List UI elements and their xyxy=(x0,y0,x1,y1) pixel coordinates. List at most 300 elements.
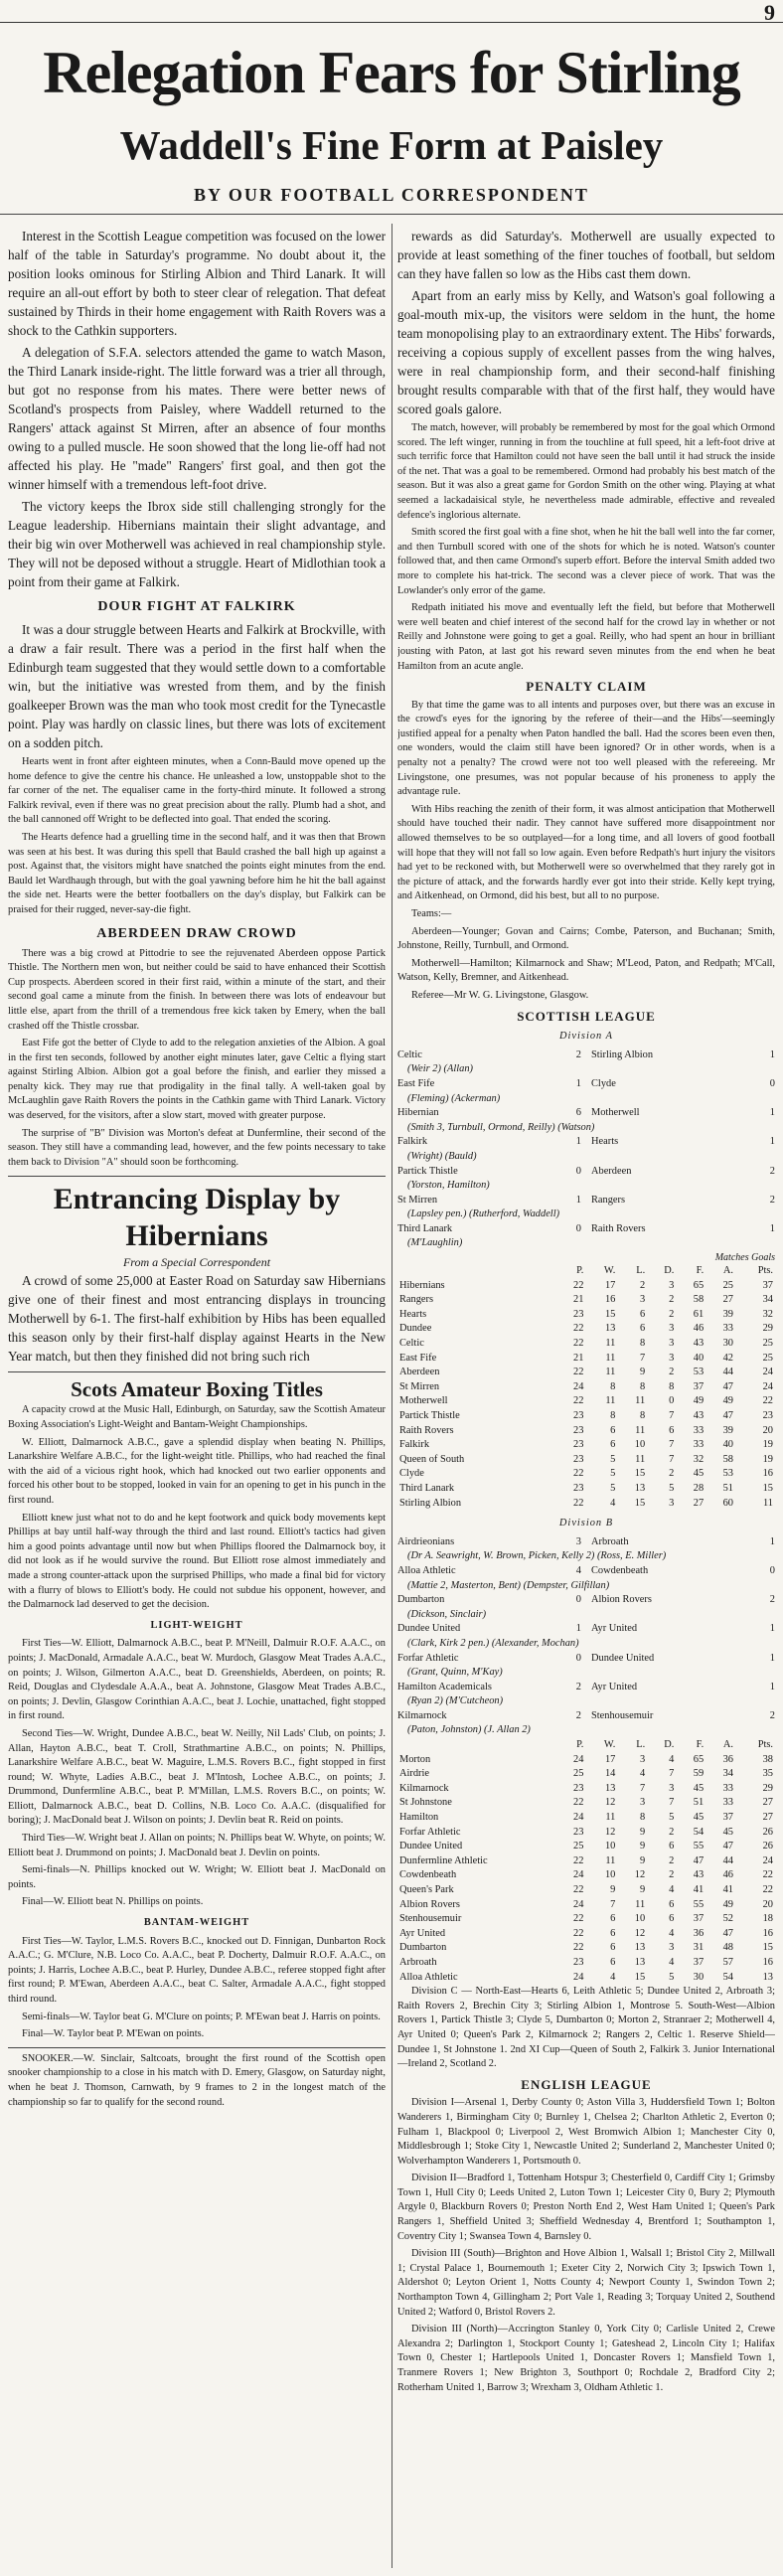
table-row xyxy=(397,1482,775,1497)
result-away: Motherwell xyxy=(591,1107,640,1119)
table-header-cell: A. xyxy=(722,1739,733,1751)
table-cell: 29 xyxy=(762,1323,773,1335)
table-cell: 24 xyxy=(762,1854,773,1866)
table-cell: 45 xyxy=(693,1812,705,1824)
result-as: 1 xyxy=(769,1048,775,1060)
table-cell: 45 xyxy=(693,1782,705,1794)
section-rule xyxy=(8,2047,386,2048)
table-cell: 58 xyxy=(693,1294,705,1306)
result-scorers: (Yorston, Hamilton) xyxy=(407,1180,490,1192)
table-cell: 6 xyxy=(610,1424,616,1436)
penalty-paragraph: Teams:— xyxy=(411,908,452,919)
falkirk-small-paragraph: Hearts went in front after eighteen minutes, when a Conn-Bauld move opened up the home defence to give the centre his chance. He unleashed a low, unstoppable shot to the far corner of the net. The equaliser came in the forty-third minute. It followed a strong Falkirk revival, even if there was no great precision about the rally. Plumb had a shot, and the ball cannoned off Wright to be deflected into goal. That ended the scoring. xyxy=(8,756,386,826)
table-cell: 13 xyxy=(604,1323,616,1335)
table-cell: 11 xyxy=(635,1395,646,1407)
result-row xyxy=(397,1135,775,1150)
result-scorers: (Grant, Quinn, M'Kay) xyxy=(407,1667,503,1679)
table-cell: 11 xyxy=(635,1424,646,1436)
result-scorers: (Weir 2) (Allan) xyxy=(407,1063,473,1075)
table-cell: 9 xyxy=(639,1841,646,1852)
hibs-byline: From a Special Correspondent xyxy=(122,1255,271,1270)
result-away: Ayr United xyxy=(591,1623,638,1635)
team-name: Falkirk xyxy=(399,1439,430,1451)
table-cell: 6 xyxy=(669,1841,675,1852)
table-cell: 23 xyxy=(573,1410,584,1421)
result-row xyxy=(397,1222,775,1237)
main-story-paragraph: Interest in the Scottish League competition was focused on the lower half of the table in Saturday's programme. No doubt about it, the position looks ominous for Stirling Albion and Third Lanark. It will require an all-out effort by both to steer clear of relegation. That defeat sustained by Thirds in their home engagement with Raith Rovers was a shock to the Cathkin supporters. xyxy=(8,229,386,338)
table-cell: 30 xyxy=(722,1338,733,1350)
table-header-row xyxy=(397,1738,775,1753)
table-cell: 5 xyxy=(669,1971,675,1983)
table-header-cell: L. xyxy=(636,1265,646,1277)
table-header-cell: L. xyxy=(636,1739,646,1751)
result-home: Third Lanark xyxy=(397,1222,453,1234)
page-number: 9 xyxy=(764,0,775,25)
table-cell: 20 xyxy=(762,1898,773,1910)
table-cell: 13 xyxy=(634,1482,646,1494)
table-cell: 4 xyxy=(669,1956,675,1968)
lightweight-result: Third Ties—W. Wright beat J. Allan on points; N. Phillips beat W. Whyte, on points; W. Elliott beat J. Drummond on points; J. MacDonald beat J. Devlin on points. xyxy=(8,1833,386,1858)
table-cell: 8 xyxy=(639,1338,646,1350)
result-away: Raith Rovers xyxy=(591,1222,646,1234)
result-scorers: (Paton, Johnston) (J. Allan 2) xyxy=(407,1724,531,1736)
table-cell: 25 xyxy=(573,1768,584,1780)
table-cell: 6 xyxy=(610,1927,616,1939)
table-cell: 3 xyxy=(669,1352,675,1364)
table-cell: 6 xyxy=(639,1323,646,1335)
byline-rule xyxy=(0,214,783,215)
team-name: Ayr United xyxy=(399,1927,446,1939)
result-scorers: (Fleming) (Ackerman) xyxy=(407,1092,501,1104)
table-cell: 45 xyxy=(722,1826,733,1838)
result-away: Ayr United xyxy=(591,1681,638,1692)
result-away: Clyde xyxy=(591,1077,616,1089)
team-name: Partick Thistle xyxy=(399,1410,460,1421)
table-cell: 5 xyxy=(610,1482,616,1494)
hibs-paragraph: A crowd of some 25,000 at Easter Road on Saturday saw Hibernians give one of their finest and most entrancing displays in trouncing Motherwell by 6-1. The first-half exhibition by Hibs has been equalled this season only by their first-half display against Hearts in the New Year match, but then they finished did not bring such rich xyxy=(8,1273,386,1365)
lightweight-result: First Ties—W. Elliott, Dalmarnock A.B.C., beat P. M'Neill, Dalmuir R.O.F. A.A.C., on points; J. MacDonald, Armadale A.A.C., beat W. Murdoch, Glasgow Meat Trades A.A.C., on points; J. Wilson, Gilmerton A.A.C., beat D. Greenshields, Aberdeen, on points; R. Reid, Douglas and Clydesdale A.A.A., beat A. Johnstone, Glasgow Meat Trades A.B.C., on points; J. Devlin, Glasgow Corinthian A.A.C., beat J. Lochie, unattached, fight stopped in first round. xyxy=(8,1638,386,1722)
result-row xyxy=(397,1622,775,1637)
lightweight-result: Second Ties—W. Wright, Dundee A.B.C., beat W. Neilly, Nil Lads' Club, on points; J. Allan, Hayton A.B.C., beat T. Croll, Strathmartine A.B.C., on points; N. Phillips, Lanarkshire Welfare A.B.C., beat W. Maguire, L.M.S. Rovers B.C., fight stopped in first round; W. Whyte, Ladies A.B.C., beat J. M'Intosh, Lochee A.B.C., on points; J. Drummond, Dunfermline A.B.C., beat P. M'Millan, L.M.S. Rovers B.C., on points; W. Elliott, Dalmarnock A.B.C., beat D. Collins, N.B. Loco Co. A.A.C. (disqualified for boring); J. MacDonald beat J. Wilson on points; J. Devlin beat R. Reid on points. xyxy=(8,1727,386,1827)
table-cell: 32 xyxy=(762,1308,773,1320)
table-cell: 6 xyxy=(610,1439,616,1451)
table-cell: 33 xyxy=(693,1424,705,1436)
table-cell: 7 xyxy=(639,1352,646,1364)
table-cell: 3 xyxy=(669,1497,675,1509)
section-rule xyxy=(8,1371,386,1372)
table-row xyxy=(397,1497,775,1512)
table-cell: 34 xyxy=(762,1294,773,1306)
team-name: Albion Rovers xyxy=(399,1898,460,1910)
falkirk-heading: DOUR FIGHT AT FALKIRK xyxy=(97,599,296,614)
result-scorers: (Smith 3, Turnbull, Ormond, Reilly) (Watson) xyxy=(407,1121,595,1133)
table-cell: 13 xyxy=(634,1956,646,1968)
table-cell: 4 xyxy=(669,1884,675,1895)
table-cell: 24 xyxy=(573,1971,584,1983)
main-story-paragraph: A delegation of S.F.A. selectors attended the game to watch Mason, the Third Lanark inside-right. The little forward was a trier all through, but got no response from his mates. There were better news of Scotland's prospects from Paisley, where Waddell returned to the Rangers' attack against St Mirren, after an absence of four months owing to a pulled muscle. He soon showed that the long lie-off had not affected his play. He "made" Rangers' first goal, and then got the winner himself with a tremendous left-foot drive. xyxy=(8,345,386,492)
result-as: 2 xyxy=(769,1594,775,1606)
result-home: Airdrieonians xyxy=(397,1535,455,1547)
table-cell: 13 xyxy=(762,1971,773,1983)
table-cell: 11 xyxy=(635,1898,646,1910)
result-home: Kilmarnock xyxy=(397,1709,447,1721)
result-hs: 1 xyxy=(575,1623,581,1635)
team-name: Motherwell xyxy=(399,1395,448,1407)
table-cell: 6 xyxy=(610,1942,616,1954)
table-cell: 3 xyxy=(669,1782,675,1794)
team-name: Kilmarnock xyxy=(399,1782,449,1794)
table-header-cell: Pts. xyxy=(757,1739,773,1751)
falkirk-small-paragraph: The Hearts defence had a gruelling time in the second half, and it was then that Brown was seen at his best. It was during this spell that Bauld crashed the ball high up against a post. Against that, the visitors might have snatched the points eight minutes from the end. Bauld let Wardhaugh through, but with the goal yawning before him he hit the ball against the side net. Hearts were the better footballers on the day's display, but Falkirk can be praised for their rugged, never-say-die fight. xyxy=(8,831,386,915)
table-cell: 2 xyxy=(669,1869,675,1881)
division-b-table xyxy=(397,1738,775,1985)
table-cell: 43 xyxy=(693,1410,705,1421)
result-scorers: (Ryan 2) (M'Cutcheon) xyxy=(407,1695,504,1707)
table-cell: 44 xyxy=(722,1367,733,1378)
table-cell: 38 xyxy=(762,1753,773,1765)
table-cell: 10 xyxy=(604,1841,616,1852)
table-cell: 16 xyxy=(762,1956,773,1968)
table-cell: 22 xyxy=(573,1854,584,1866)
hibs-cont-small: Smith scored the first goal with a fine shot, when he hit the ball well into the far corner, and then Turnbull scored with one of the shots for which he is noted. Watson's counter followed that, and then came Ormond's superb effort. Before the interval Smith added two more to complete his hat-trick. The second was a clever piece of work. That was the Lowlander's only error of the game. xyxy=(397,527,775,596)
result-as: 0 xyxy=(769,1077,775,1089)
table-row xyxy=(397,1753,775,1768)
snooker-paragraph: SNOOKER.—W. Sinclair, Saltcoats, brought the first round of the Scottish open snooker championship to a close in his match with D. Emery, Glasgow, on Saturday night, when he beat J. Thomson, Carnwath, by 9 frames to 2 in the longest match of the championship so far to qualify for the second round. xyxy=(8,2052,386,2108)
result-home: Alloa Athletic xyxy=(397,1564,456,1576)
result-as: 0 xyxy=(769,1564,775,1576)
boxing-paragraph: A capacity crowd at the Music Hall, Edinburgh, on Saturday, saw the Scottish Amateur Boxing Association's Light-Weight and Bantam-Weight Championships. xyxy=(8,1404,386,1431)
table-header-cell: W. xyxy=(603,1265,616,1277)
table-row xyxy=(397,1826,775,1841)
table-cell: 2 xyxy=(639,1279,646,1291)
table-cell: 6 xyxy=(669,1424,675,1436)
table-cell: 24 xyxy=(573,1380,584,1392)
main-story-paragraph: The victory keeps the Ibrox side still challenging strongly for the League leadership. Hibernians maintain their slight advantage, and their big win over Motherwell was achieved in real championship style. They will not be deposed without a struggle. Heart of Midlothian took a point from their game at Falkirk. xyxy=(8,499,386,589)
table-cell: 49 xyxy=(722,1898,733,1910)
result-row xyxy=(397,1593,775,1608)
table-cell: 24 xyxy=(573,1898,584,1910)
team-name: Arbroath xyxy=(399,1956,437,1968)
table-cell: 35 xyxy=(762,1768,773,1780)
table-cell: 7 xyxy=(669,1439,675,1451)
table-cell: 11 xyxy=(635,1453,646,1465)
team-name: Hibernians xyxy=(399,1279,445,1291)
table-cell: 65 xyxy=(693,1753,705,1765)
team-name: Hearts xyxy=(399,1308,427,1320)
table-cell: 3 xyxy=(639,1797,646,1809)
table-cell: 14 xyxy=(604,1768,616,1780)
result-hs: 2 xyxy=(575,1681,581,1692)
table-row xyxy=(397,1868,775,1883)
table-header-cell: D. xyxy=(664,1265,675,1277)
table-cell: 22 xyxy=(573,1942,584,1954)
table-cell: 28 xyxy=(693,1482,705,1494)
table-cell: 15 xyxy=(634,1468,646,1480)
table-cell: 11 xyxy=(605,1352,616,1364)
result-home: Dumbarton xyxy=(397,1594,445,1606)
left-column xyxy=(8,227,386,2568)
table-row xyxy=(397,1956,775,1971)
result-row xyxy=(397,1681,775,1695)
penalty-paragraph: Referee—Mr W. G. Livingstone, Glasgow. xyxy=(411,989,589,1001)
table-cell: 11 xyxy=(605,1338,616,1350)
table-cell: 37 xyxy=(722,1812,733,1824)
table-cell: 43 xyxy=(693,1338,705,1350)
lightweight-result: Final—W. Elliott beat N. Phillips on points. xyxy=(22,1896,204,1908)
table-cell: 6 xyxy=(610,1913,616,1925)
table-row xyxy=(397,1453,775,1468)
division-b-heading: Division B xyxy=(558,1518,614,1530)
table-row xyxy=(397,1796,775,1811)
table-cell: 16 xyxy=(762,1468,773,1480)
result-hs: 0 xyxy=(575,1165,581,1177)
team-name: Hamilton xyxy=(399,1812,439,1824)
table-cell: 48 xyxy=(722,1942,733,1954)
table-cell: 65 xyxy=(693,1279,705,1291)
division-a-results xyxy=(397,1048,775,1251)
table-cell: 13 xyxy=(604,1782,616,1794)
table-cell: 9 xyxy=(610,1884,616,1895)
table-cell: 23 xyxy=(573,1424,584,1436)
table-cell: 6 xyxy=(639,1308,646,1320)
table-cell: 7 xyxy=(669,1797,675,1809)
table-cell: 49 xyxy=(722,1395,733,1407)
table-row xyxy=(397,1912,775,1927)
table-cell: 22 xyxy=(573,1884,584,1895)
table-cell: 5 xyxy=(669,1812,675,1824)
team-name: Queen of South xyxy=(399,1453,465,1465)
table-row xyxy=(397,1854,775,1869)
result-as: 2 xyxy=(769,1165,775,1177)
table-cell: 22 xyxy=(573,1497,584,1509)
table-cell: 15 xyxy=(762,1482,773,1494)
result-as: 1 xyxy=(769,1222,775,1234)
team-name: Rangers xyxy=(399,1294,434,1306)
table-cell: 22 xyxy=(762,1884,773,1895)
table-caption: Matches Goals xyxy=(714,1252,775,1264)
result-home: Hamilton Academicals xyxy=(397,1681,492,1692)
table-cell: 22 xyxy=(573,1468,584,1480)
table-cell: 11 xyxy=(605,1367,616,1378)
result-away: Arbroath xyxy=(591,1535,629,1547)
table-cell: 4 xyxy=(610,1497,616,1509)
penalty-paragraph: With Hibs reaching the zenith of their form, it was almost anticipation that Motherwell should have touched their nadir. They cannot have suffered more disappointment nor allowed themselves to be so outplayed—for a long time, and all lovers of good football will hope that they will not fall so low again. Even before Redpath's hurt injury the visitors had yet to be reckoned with, but Motherwell were so overwhelmed that they rarely got in the picture of attack, and the forwards hardly ever got into their stride. Kelly kept trying, and Aitkenhead, on Ormond, did his best, but all to no purpose. xyxy=(397,803,775,902)
result-row xyxy=(397,1165,775,1180)
team-name: Stenhousemuir xyxy=(399,1913,462,1925)
table-cell: 49 xyxy=(693,1395,705,1407)
result-hs: 6 xyxy=(575,1107,581,1119)
table-cell: 37 xyxy=(693,1913,705,1925)
result-as: 1 xyxy=(769,1535,775,1547)
table-cell: 21 xyxy=(573,1294,584,1306)
table-cell: 11 xyxy=(605,1854,616,1866)
aberdeen-heading: ABERDEEN DRAW CROWD xyxy=(96,925,297,941)
table-cell: 7 xyxy=(669,1768,675,1780)
table-cell: 15 xyxy=(762,1942,773,1954)
result-home: Hibernian xyxy=(397,1107,439,1119)
division-b-results xyxy=(397,1535,775,1738)
result-hs: 0 xyxy=(575,1594,581,1606)
english-league-paragraph: Division III (South)—Brighton and Hove Albion 1, Walsall 1; Bristol City 2, Millwall 1; Crystal Palace 1, Bournemouth 1; Exeter City 2, Norwich City 3; Ipswich Town 1, Aldershot 0; Leyton Orient 1, Notts County 4; Newport County 1, Swindon Town 2; Northampton Town 4, Gillingham 2; Port Vale 1, Reading 3; Torquay United 2, Southend United 2; Watford 0, Bristol Rovers 2. xyxy=(397,2248,775,2318)
result-hs: 4 xyxy=(575,1564,581,1576)
table-cell: 17 xyxy=(604,1279,616,1291)
table-cell: 54 xyxy=(693,1826,705,1838)
table-cell: 22 xyxy=(573,1338,584,1350)
table-cell: 37 xyxy=(693,1380,705,1392)
hibs-cont-small: Redpath initiated his move and eventually left the field, but before that Motherwell were well beaten and chief interest of the second half for the crowd lay in whether or not Reilly and Johnstone were going to get a goal. Reilly, who had spent an hour in brilliant jousting with Paton, at last got his reward seven minutes from the end when he beat Hamilton from an acute angle. xyxy=(397,602,775,672)
result-row xyxy=(397,1194,775,1208)
table-cell: 10 xyxy=(604,1869,616,1881)
table-cell: 9 xyxy=(639,1854,646,1866)
team-name: Forfar Athletic xyxy=(399,1826,461,1838)
table-header-cell: F. xyxy=(696,1739,705,1751)
table-cell: 36 xyxy=(693,1927,705,1939)
table-row xyxy=(397,1293,775,1308)
table-header-row xyxy=(397,1264,775,1279)
result-hs: 1 xyxy=(575,1077,581,1089)
result-away: Dundee United xyxy=(591,1652,655,1664)
result-hs: 3 xyxy=(575,1535,581,1547)
table-cell: 2 xyxy=(669,1308,675,1320)
top-rule xyxy=(0,22,783,23)
team-name: Dunfermline Athletic xyxy=(399,1854,488,1866)
result-home: St Mirren xyxy=(397,1194,438,1206)
table-cell: 19 xyxy=(762,1453,773,1465)
table-cell: 53 xyxy=(722,1468,733,1480)
table-cell: 57 xyxy=(722,1956,733,1968)
table-cell: 40 xyxy=(693,1352,705,1364)
table-cell: 22 xyxy=(762,1395,773,1407)
table-cell: 23 xyxy=(573,1956,584,1968)
hibs-cont-paragraph: rewards as did Saturday's. Motherwell are usually expected to provide at least something of the finer touches of football, but seldom can they have fallen so low as the Hibs cast them down. xyxy=(397,229,775,281)
result-as: 1 xyxy=(769,1681,775,1692)
table-cell: 51 xyxy=(693,1797,705,1809)
result-row xyxy=(397,1652,775,1667)
aberdeen-paragraph: The surprise of "B" Division was Morton's defeat at Dunfermline, their second of the season. They still have a commanding lead, however, and the few points necessary to take them back to Division "A" should soon be forthcoming. xyxy=(8,1127,386,1168)
table-cell: 8 xyxy=(639,1410,646,1421)
table-cell: 32 xyxy=(693,1453,705,1465)
result-row xyxy=(397,1535,775,1550)
table-cell: 17 xyxy=(604,1753,616,1765)
result-home: East Fife xyxy=(397,1077,435,1089)
result-scorers: (Dr A. Seawright, W. Brown, Picken, Kelly 2) (Ross, E. Miller) xyxy=(407,1550,667,1562)
team-name: Dumbarton xyxy=(399,1942,447,1954)
table-cell: 8 xyxy=(669,1380,675,1392)
table-cell: 9 xyxy=(639,1884,646,1895)
table-row xyxy=(397,1279,775,1294)
table-cell: 61 xyxy=(693,1308,705,1320)
result-row xyxy=(397,1564,775,1579)
table-cell: 24 xyxy=(573,1812,584,1824)
page-headline: Relegation Fears for Stirling xyxy=(43,40,740,105)
table-cell: 41 xyxy=(693,1884,705,1895)
team-name: St Mirren xyxy=(399,1380,440,1392)
bantamweight-result: First Ties—W. Taylor, L.M.S. Rovers B.C., knocked out D. Finnigan, Dunbarton Rock A.A.C.; G. M'Clure, N.B. Loco Co. A.A.C., beat P. Docherty, Dalmuir R.O.F. A.A.C., on points; J. Harris, Lochee A.B.C., beat P. Hurley, Dundee A.B.C., referee stopped fight after first round; P. M'Ewan, Aberdeen A.A.C., beat C. Salter, Armadale A.A.C., fight stopped third round. xyxy=(8,1935,386,2005)
table-cell: 5 xyxy=(610,1468,616,1480)
table-cell: 7 xyxy=(610,1898,616,1910)
team-name: Queen's Park xyxy=(399,1884,454,1895)
bantamweight-heading: BANTAM-WEIGHT xyxy=(143,1917,250,1929)
table-cell: 46 xyxy=(693,1323,705,1335)
table-header-cell: P. xyxy=(576,1739,584,1751)
table-cell: 3 xyxy=(639,1753,646,1765)
table-cell: 43 xyxy=(693,1869,705,1881)
table-header-cell xyxy=(397,1264,556,1279)
table-cell: 39 xyxy=(722,1424,733,1436)
table-row xyxy=(397,1424,775,1439)
team-name: Dundee xyxy=(399,1323,432,1335)
table-cell: 10 xyxy=(634,1439,646,1451)
boxing-paragraph: W. Elliott, Dalmarnock A.B.C., gave a splendid display when beating N. Phillips, Lanarkshire Welfare A.B.C., for the light-weight title. Phillips, who had reached the final with the aid of a vicious right hook, which had knocked out two earlier opponents and forced his other bout to be stopped, looked in vain for an opening to get in his punch in the first round. xyxy=(8,1436,386,1506)
table-cell: 22 xyxy=(573,1279,584,1291)
table-cell: 44 xyxy=(722,1854,733,1866)
table-row xyxy=(397,1941,775,1956)
table-cell: 16 xyxy=(604,1294,616,1306)
bantamweight-result: Semi-finals—W. Taylor beat G. M'Clure on points; P. M'Ewan beat J. Harris on points. xyxy=(22,2011,381,2022)
table-cell: 55 xyxy=(693,1898,705,1910)
page-subheadline: Waddell's Fine Form at Paisley xyxy=(119,122,664,168)
table-cell: 3 xyxy=(639,1294,646,1306)
table-cell: 8 xyxy=(610,1410,616,1421)
table-row xyxy=(397,1467,775,1482)
table-cell: 26 xyxy=(762,1826,773,1838)
table-cell: 27 xyxy=(762,1812,773,1824)
result-away: Rangers xyxy=(591,1194,626,1206)
table-cell: 54 xyxy=(722,1971,733,1983)
team-name: Dundee United xyxy=(399,1841,463,1852)
english-league-heading: ENGLISH LEAGUE xyxy=(521,2076,652,2092)
result-as: 1 xyxy=(769,1623,775,1635)
table-row xyxy=(397,1883,775,1898)
table-cell: 36 xyxy=(722,1753,733,1765)
lightweight-result: Semi-finals—N. Phillips knocked out W. Wright; W. Elliott beat J. MacDonald on points. xyxy=(8,1864,386,1890)
division-c-text: Division C — North-East—Hearts 6, Leith Athletic 5; Dundee United 2, Arbroath 3; Raith Rovers 2, Brechin City 3; Stirling Albion 1, Montrose 5. South-West—Albion Rovers 1, Partick Thistle 3; Clyde 5, Dumbarton 0; Morton 2, Stranraer 2; Motherwell 4, Ayr United 0; Queen's Park 2, Kilmarnock 2; Rangers 2, Celtic 1. Reserve Shield—Dundee 1, St Johnstone 1. 2nd XI Cup—Queen of South 2, Falkirk 3. Junior International—Ireland 2, Scotland 2. xyxy=(397,1986,775,2070)
table-cell: 27 xyxy=(762,1797,773,1809)
table-cell: 6 xyxy=(610,1956,616,1968)
main-story xyxy=(8,227,386,591)
penalty-paragraph: By that time the game was to all intents and purposes over, but there was an excuse in the crowd's eyes for the ignoring by the referee of their—and the Hibs'—seemingly justified appeal for a penalty when Paton handled the ball. Had the scores been even then, one wonders, would the claim still have been ignored? Or in other words, when is a penalty not a penalty? The crowd were not too well pleased with the refereeing. Mr Livingstone, one presumes, was not popular because of his proneness to apply the advantage rule. xyxy=(397,699,775,798)
table-cell: 22 xyxy=(573,1927,584,1939)
table-cell: 58 xyxy=(722,1453,733,1465)
table-row xyxy=(397,1322,775,1337)
result-hs: 0 xyxy=(575,1222,581,1234)
table-cell: 10 xyxy=(634,1913,646,1925)
table-cell: 23 xyxy=(573,1439,584,1451)
table-header-cell: A. xyxy=(722,1265,733,1277)
team-name: Airdrie xyxy=(399,1768,430,1780)
hibs-cont-small: The match, however, will probably be remembered by most for the goal which Ormond scored. The left winger, running in from the touchline at full speed, hit a left-foot drive at such terrific force that Hamilton could not have seen the ball until it had struck the inside of the net. That was a goal to be remembered. Ormond had probably his best match of the season. But it was also a great game for Gordon Smith on the other wing. Playing at what seemed a lackadaisical style, he nevertheless made admirable, effective and revealed defence's inglorious alternate. xyxy=(397,422,775,521)
penalty-heading: PENALTY CLAIM xyxy=(526,679,647,695)
result-away: Stenhousemuir xyxy=(591,1709,654,1721)
table-cell: 34 xyxy=(722,1768,733,1780)
result-scorers: (Wright) (Bauld) xyxy=(407,1150,477,1162)
table-cell: 9 xyxy=(639,1367,646,1378)
table-cell: 24 xyxy=(762,1367,773,1378)
table-cell: 5 xyxy=(610,1453,616,1465)
table-cell: 24 xyxy=(573,1869,584,1881)
table-row xyxy=(397,1308,775,1323)
table-cell: 4 xyxy=(669,1753,675,1765)
team-name: East Fife xyxy=(399,1352,437,1364)
table-cell: 25 xyxy=(722,1279,733,1291)
result-row xyxy=(397,1106,775,1121)
table-header-cell: W. xyxy=(603,1739,616,1751)
table-cell: 8 xyxy=(639,1380,646,1392)
table-cell: 3 xyxy=(669,1942,675,1954)
table-row xyxy=(397,1840,775,1854)
table-cell: 7 xyxy=(669,1410,675,1421)
table-cell: 4 xyxy=(639,1768,646,1780)
